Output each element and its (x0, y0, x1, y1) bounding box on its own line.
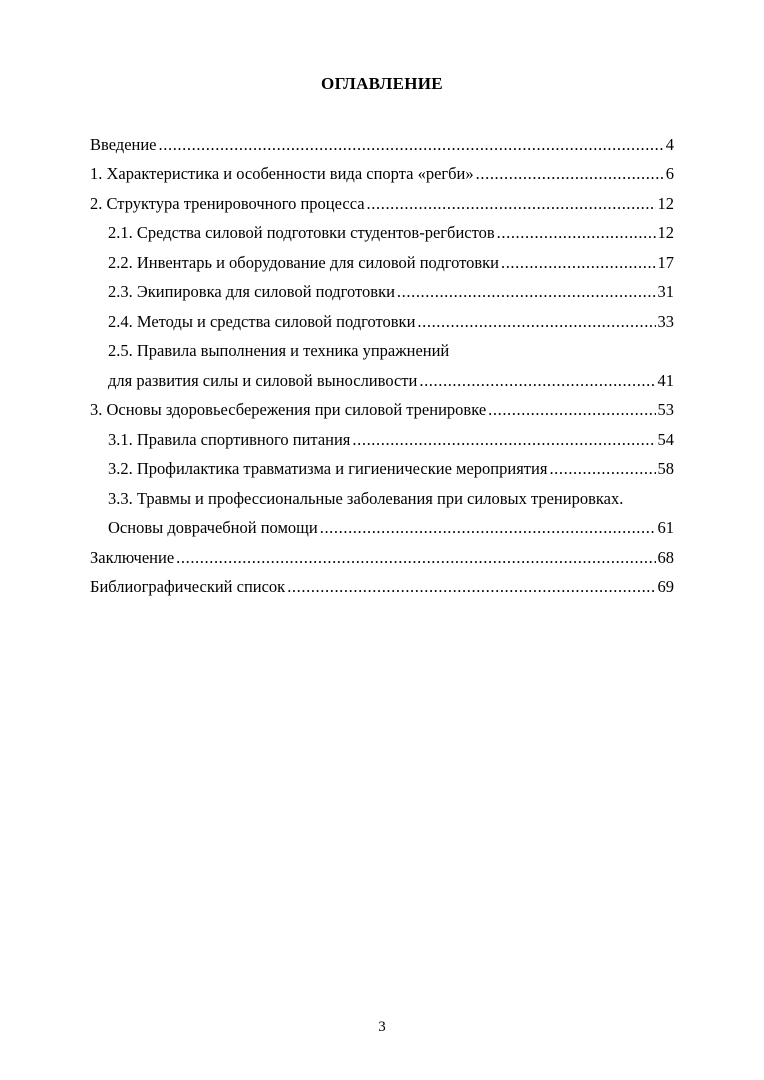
toc-entry-text: 1. Характеристика и особенности вида спорта «регби» (90, 164, 474, 184)
page-title: ОГЛАВЛЕНИЕ (321, 74, 443, 93)
toc-entry-text: 3.1. Правила спортивного питания (108, 429, 351, 449)
toc-entry-text: 2.4. Методы и средства силовой подготовки (108, 311, 416, 331)
toc-entry-text: 2.2. Инвентарь и оборудование для силовой подготовки (108, 252, 499, 272)
toc-entry-page: 68 (657, 547, 674, 567)
dot-leader (159, 135, 664, 155)
toc-entry-chapter-3[interactable] (90, 396, 674, 426)
toc-entry-page: 4 (665, 134, 674, 154)
toc-entry-section-2-4[interactable] (90, 307, 674, 337)
toc-entry-page: 12 (657, 193, 674, 213)
toc-entry-page: 17 (657, 252, 674, 272)
dot-leader (501, 253, 656, 273)
dot-leader (419, 371, 655, 391)
dot-leader (549, 459, 655, 479)
toc-entry-text: 2.5. Правила выполнения и техника упражнений (108, 341, 450, 361)
toc-entry-chapter-1[interactable] (90, 160, 674, 190)
dot-leader (397, 282, 656, 302)
table-of-contents (90, 130, 674, 602)
page-number: 3 (378, 1019, 386, 1035)
dot-leader (497, 223, 656, 243)
dot-leader (287, 577, 655, 597)
toc-entry-section-2-5-line-2[interactable] (90, 366, 674, 396)
dot-leader (352, 430, 655, 450)
toc-entry-text: 3. Основы здоровьесбережения при силовой тренировке (90, 400, 487, 420)
toc-entry-text: 2. Структура тренировочного процесса (90, 193, 365, 213)
dot-leader (476, 164, 664, 184)
toc-entry-chapter-2[interactable] (90, 189, 674, 219)
toc-entry-page: 69 (657, 577, 674, 597)
toc-entry-page: 53 (657, 400, 674, 420)
toc-entry-text: Библиографический список (90, 577, 286, 597)
toc-entry-text: 3.2. Профилактика травматизма и гигиенические мероприятия (108, 459, 548, 479)
toc-entry-introduction[interactable] (90, 130, 674, 160)
toc-entry-section-3-3-line-2[interactable] (90, 514, 674, 544)
toc-entry-bibliography[interactable] (90, 573, 674, 603)
dot-leader (488, 400, 655, 420)
dot-leader (417, 312, 655, 332)
toc-entry-section-3-2[interactable] (90, 455, 674, 485)
toc-entry-section-2-5-line-1[interactable] (90, 337, 674, 367)
toc-entry-page: 41 (657, 370, 674, 390)
dot-leader (320, 518, 656, 538)
toc-entry-page: 33 (657, 311, 674, 331)
toc-entry-page: 31 (657, 282, 674, 302)
toc-entry-conclusion[interactable] (90, 543, 674, 573)
toc-entry-section-3-1[interactable] (90, 425, 674, 455)
toc-entry-text: 2.1. Средства силовой подготовки студентов-регбистов (108, 223, 495, 243)
toc-entry-section-2-2[interactable] (90, 248, 674, 278)
toc-entry-text: 2.3. Экипировка для силовой подготовки (108, 282, 395, 302)
toc-entry-text: Заключение (90, 547, 175, 567)
dot-leader (367, 194, 656, 214)
toc-entry-page: 6 (665, 164, 674, 184)
toc-entry-text: Введение (90, 134, 157, 154)
toc-entry-text: для развития силы и силовой выносливости (108, 370, 418, 390)
toc-entry-page: 61 (657, 518, 674, 538)
toc-entry-section-3-3-line-1[interactable] (90, 484, 674, 514)
toc-entry-page: 12 (657, 223, 674, 243)
toc-entry-section-2-1[interactable] (90, 219, 674, 249)
toc-entry-page: 58 (657, 459, 674, 479)
toc-entry-text: Основы доврачебной помощи (108, 518, 318, 538)
toc-entry-section-2-3[interactable] (90, 278, 674, 308)
dot-leader (176, 548, 655, 568)
toc-entry-text: 3.3. Травмы и профессиональные заболевания при силовых тренировках. (108, 488, 624, 508)
toc-entry-page: 54 (657, 429, 674, 449)
